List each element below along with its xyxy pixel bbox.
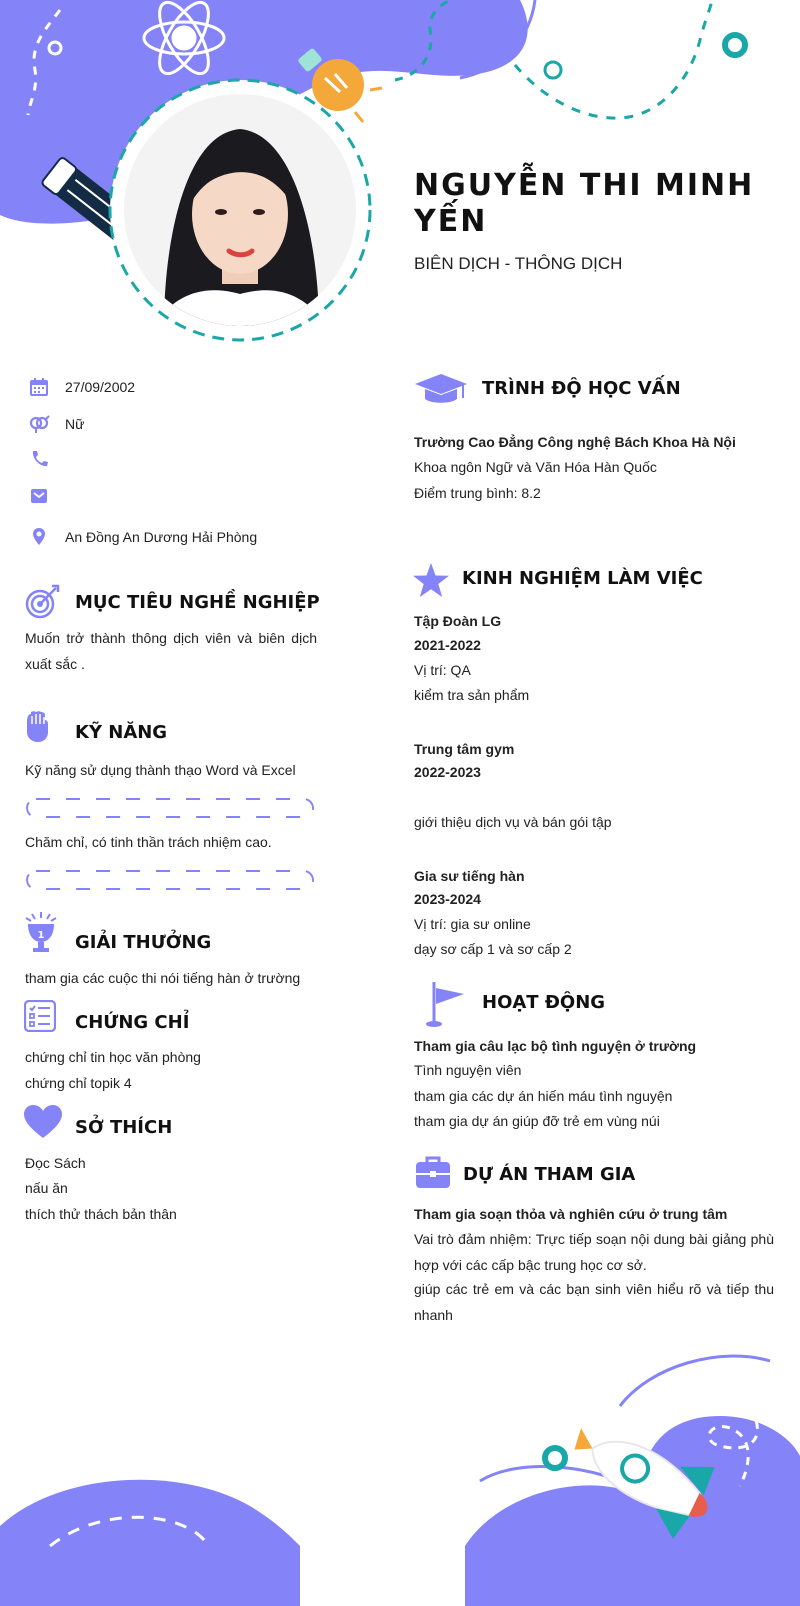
name-line-2: YẾN (414, 204, 488, 239)
contact-gender (28, 411, 84, 437)
job-3-desc: dạy sơ cấp 1 và sơ cấp 2 (414, 941, 572, 957)
job-2-period: 2022-2023 (414, 764, 481, 780)
job-1-company: Tập Đoàn LG (414, 613, 502, 629)
target-icon (24, 584, 60, 620)
projects-title: DỰ ÁN THAM GIA (463, 1164, 636, 1185)
hobby-item-3: thích thử thách bản thân (25, 1206, 177, 1222)
education-faculty: Khoa ngôn Ngữ và Văn Hóa Hàn Quốc (414, 459, 657, 475)
skill-bar-1 (26, 798, 314, 818)
objective-title: MỤC TIÊU NGHỀ NGHIỆP (75, 592, 320, 613)
activity-item-1: Tình nguyện viên (414, 1062, 522, 1078)
email-icon (28, 485, 50, 507)
projects-text-2: giúp các trẻ em và các bạn sinh viên hiểu rõ và tiếp thu nhanh (414, 1281, 774, 1323)
activity-item-3: tham gia dự án giúp đỡ trẻ em vùng núi (414, 1113, 660, 1129)
contact-email (28, 483, 65, 509)
awards-text: tham gia các cuộc thi nói tiếng hàn ở trường (25, 970, 301, 986)
activities-heading: Tham gia câu lạc bộ tình nguyện ở trường (414, 1038, 697, 1054)
flag-icon (420, 980, 466, 1028)
certificate-item-2: chứng chỉ topik 4 (25, 1075, 132, 1091)
certificate-item-1: chứng chỉ tin học văn phòng (25, 1049, 201, 1065)
svg-text:1: 1 (37, 930, 45, 941)
heart-icon (24, 1105, 62, 1139)
skill-bar-track-2 (26, 870, 314, 890)
trophy-icon (24, 912, 58, 954)
job-1-desc: kiểm tra sản phẩm (414, 687, 530, 703)
job-2-company: Trung tâm gym (414, 741, 515, 757)
job-1-position: Vị trí: QA (414, 662, 471, 678)
skill-bar-track-1 (26, 798, 314, 818)
skill-bar-2 (26, 870, 314, 890)
calendar-icon (28, 376, 50, 398)
activities-title: HOẠT ĐỘNG (482, 992, 606, 1013)
job-title: BIÊN DỊCH - THÔNG DỊCH (414, 254, 623, 273)
raised-hand-icon (24, 710, 50, 744)
contact-birthday (28, 374, 135, 400)
full-name (414, 168, 784, 240)
phone-icon (28, 448, 50, 470)
location-pin-icon (28, 526, 50, 548)
awards-title: GIẢI THƯỞNG (75, 932, 212, 953)
certificates-title: CHỨNG CHỈ (75, 1012, 190, 1033)
job-1-period: 2021-2022 (414, 637, 481, 653)
objective-text: Muốn trở thành thông dịch viên và biên dịch xuất sắc . (25, 630, 317, 672)
job-2-desc: giới thiệu dịch vụ và bán gói tập (414, 814, 612, 830)
skills-title: KỸ NĂNG (75, 722, 168, 743)
contact-phone (28, 446, 65, 472)
activity-item-2: tham gia các dự án hiến máu tình nguyện (414, 1088, 673, 1104)
projects-text-1: Vai trò đảm nhiệm: Trực tiếp soạn nội dung bài giảng phù hợp với các cấp bậc trung học cơ sở. (414, 1231, 774, 1273)
hobbies-title: SỞ THÍCH (75, 1117, 173, 1138)
projects-heading: Tham gia soạn thỏa và nghiên cứu ở trung tâm (414, 1206, 728, 1222)
education-school: Trường Cao Đẳng Công nghệ Bách Khoa Hà Nội (414, 434, 736, 450)
skill-label-1: Kỹ năng sử dụng thành thạo Word và Excel (25, 762, 296, 778)
hobby-item-1: Đọc Sách (25, 1155, 86, 1171)
contact-address (28, 524, 257, 550)
gender-icon (28, 413, 50, 435)
name-line-1: NGUYỄN THI MINH (414, 168, 755, 203)
gender-text: Nữ (65, 416, 85, 432)
profile-photo (124, 94, 356, 326)
footer-decoration (0, 1346, 800, 1606)
address-text: An Đồng An Dương Hải Phòng (65, 529, 258, 545)
checklist-icon (24, 1000, 56, 1032)
job-3-position: Vị trí: gia sư online (414, 916, 531, 932)
graduation-cap-icon (413, 372, 469, 406)
star-icon (413, 563, 449, 597)
hobby-item-2: nấu ăn (25, 1180, 68, 1196)
education-title: TRÌNH ĐỘ HỌC VẤN (482, 378, 681, 399)
birthday-text: 27/09/2002 (65, 379, 136, 395)
skill-label-2: Chăm chỉ, có tinh thần trách nhiệm cao. (25, 834, 272, 850)
job-3-company: Gia sư tiếng hàn (414, 868, 525, 884)
job-3-period: 2023-2024 (414, 891, 481, 907)
education-gpa: Điểm trung bình: 8.2 (414, 485, 541, 501)
briefcase-icon (415, 1156, 451, 1190)
experience-title: KINH NGHIỆM LÀM VIỆC (462, 568, 703, 589)
